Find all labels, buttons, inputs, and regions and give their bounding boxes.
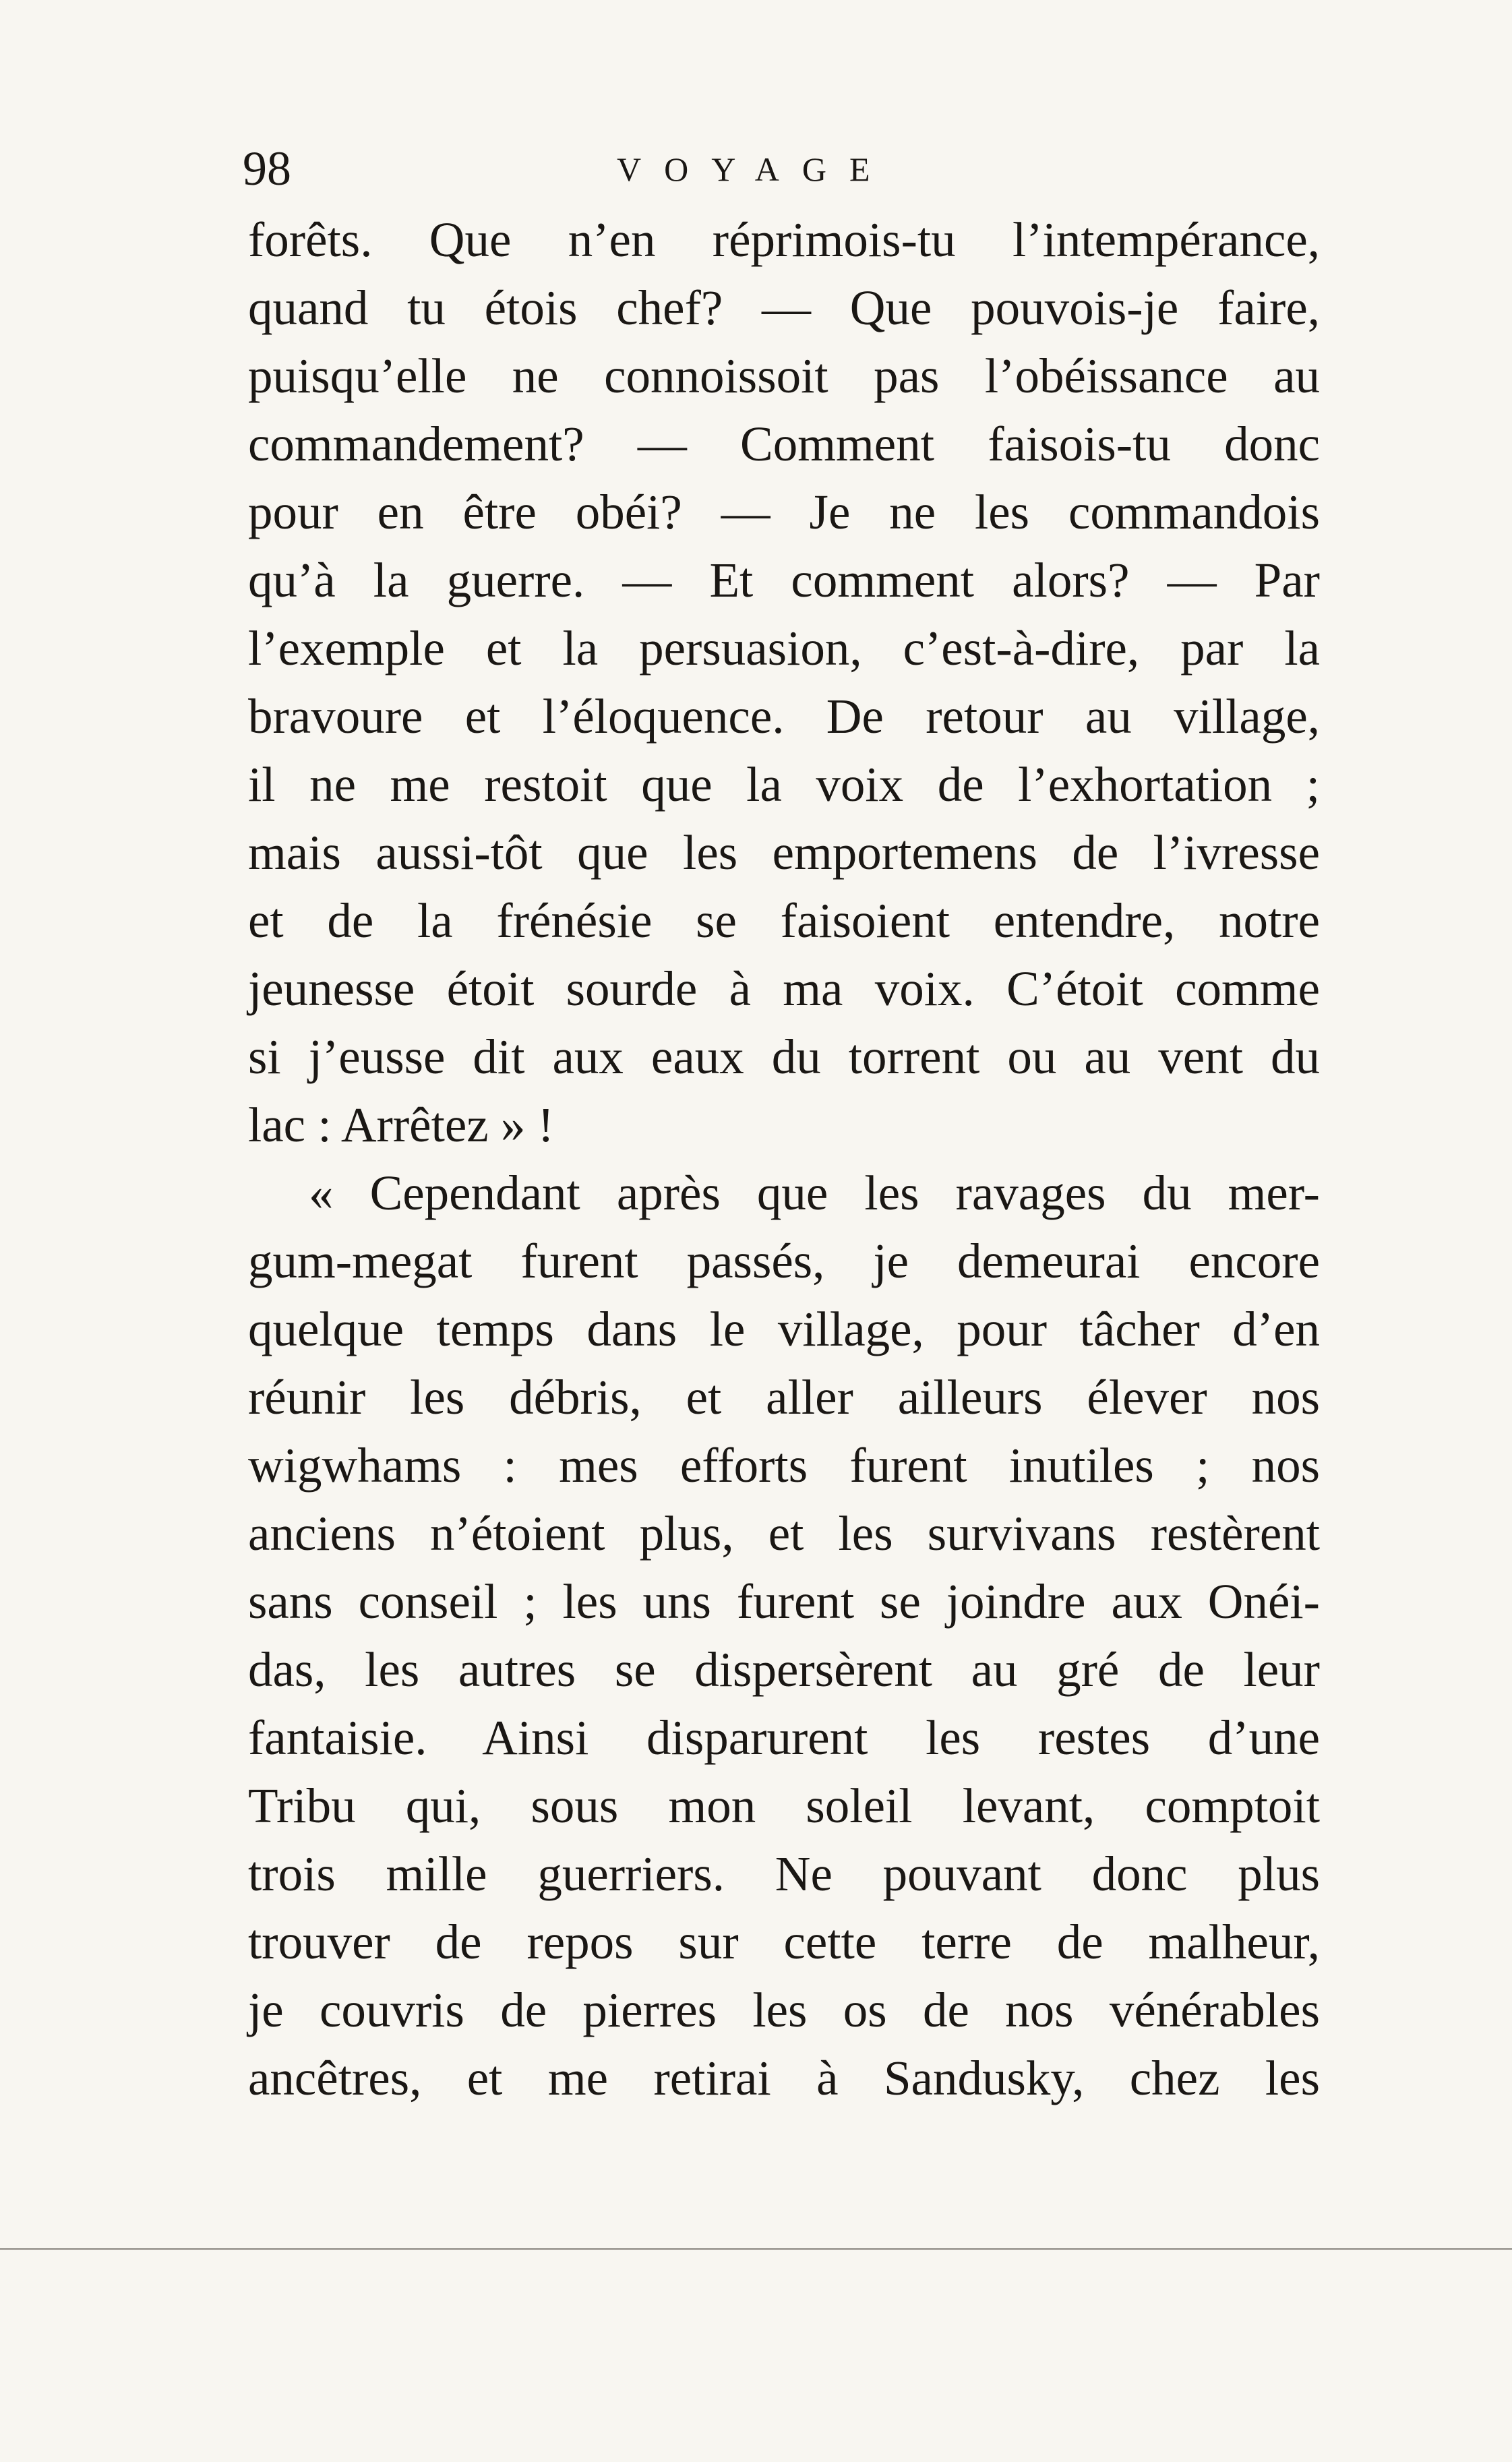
text-line: il ne me restoit que la voix de l’exhortation ; (248, 757, 1320, 812)
text-line: qu’à la guerre. — Et comment alors? — Par (248, 553, 1320, 607)
text-line: réunir les débris, et aller ailleurs élever nos (248, 1370, 1320, 1424)
text-line: mais aussi-tôt que les emportemens de l’ivresse (248, 825, 1320, 880)
text-line: quand tu étois chef? — Que pouvois-je faire, (248, 280, 1320, 335)
text-line: « Cependant après que les ravages du mer- (309, 1166, 1320, 1220)
text-line: lac : Arrêtez » ! (248, 1098, 554, 1152)
text-line: et de la frénésie se faisoient entendre, notre (248, 893, 1320, 948)
text-line: sans conseil ; les uns furent se joindre aux Onéi- (248, 1574, 1320, 1629)
body-text (248, 206, 1320, 2112)
text-line: ancêtres, et me retirai à Sandusky, chez les (248, 2051, 1320, 2105)
text-line: jeunesse étoit sourde à ma voix. C’étoit comme (248, 961, 1320, 1016)
text-line: trouver de repos sur cette terre de malheur, (248, 1915, 1320, 1969)
page-bottom-rule (0, 2248, 1512, 2250)
page-number: 98 (243, 142, 291, 196)
text-line: wigwhams : mes efforts furent inutiles ; nos (248, 1438, 1320, 1493)
text-line: fantaisie. Ainsi disparurent les restes d’une (248, 1710, 1320, 1765)
text-line: si j’eusse dit aux eaux du torrent ou au vent du (248, 1029, 1320, 1084)
paragraph-2 (248, 1159, 1320, 2112)
text-line: gum-megat furent passés, je demeurai encore (248, 1234, 1320, 1288)
text-line: trois mille guerriers. Ne pouvant donc plus (248, 1847, 1320, 1901)
running-title: VOYAGE (617, 150, 893, 188)
text-line: je couvris de pierres les os de nos vénérables (248, 1983, 1320, 2037)
text-line: commandement? — Comment faisois-tu donc (248, 417, 1320, 471)
text-line: pour en être obéi? — Je ne les commandois (248, 485, 1320, 539)
text-line: quelque temps dans le village, pour tâcher d’en (248, 1302, 1320, 1356)
text-line: bravoure et l’éloquence. De retour au village, (248, 689, 1320, 744)
text-line: das, les autres se dispersèrent au gré de leur (248, 1642, 1320, 1697)
text-line: forêts. Que n’en réprimois-tu l’intempérance, (248, 212, 1320, 267)
text-line: anciens n’étoient plus, et les survivans restèrent (248, 1506, 1320, 1561)
text-line: Tribu qui, sous mon soleil levant, comptoit (248, 1778, 1320, 1833)
text-line: l’exemple et la persuasion, c’est-à-dire, par la (248, 621, 1320, 675)
paragraph-1 (248, 206, 1320, 1159)
running-head (243, 138, 1335, 199)
text-line: puisqu’elle ne connoissoit pas l’obéissance au (248, 349, 1320, 403)
